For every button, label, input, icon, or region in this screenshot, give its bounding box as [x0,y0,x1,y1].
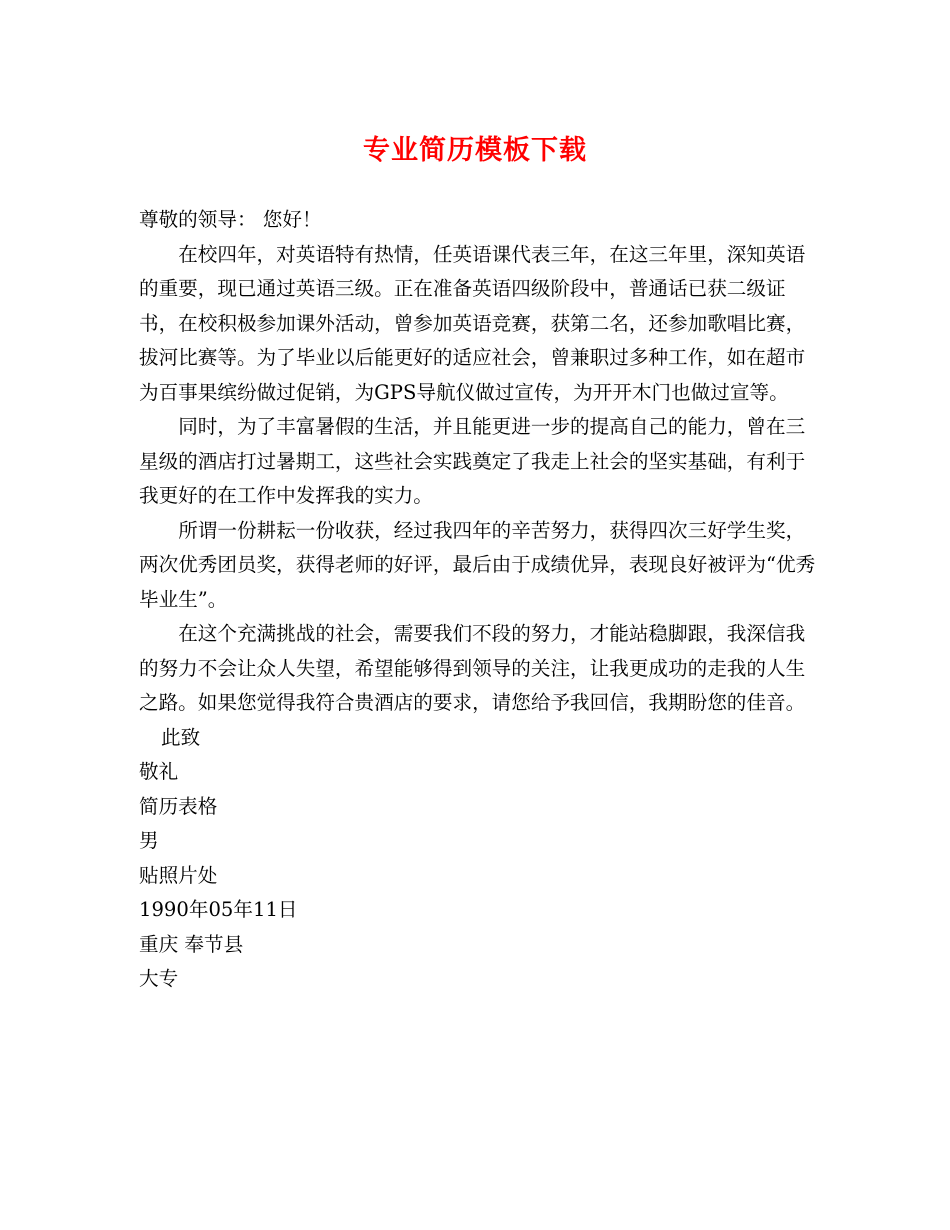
form-line-location: 重庆 奉节县 [139,932,244,956]
letter-body [139,203,819,997]
form-line-education: 大专 [139,967,179,990]
form-line-resume-table: 简历表格 [139,794,218,818]
closing-line-2: 敬礼 [139,760,179,783]
closing-line-1: 此致 [161,725,201,749]
form-line-photo: 贴照片处 [139,863,218,887]
paragraph-3: 所谓一份耕耘一份收获，经过我四年的辛苦努力，获得四次三好学生奖，两次优秀团员奖，获得老师的好评，最后由于成绩优异，表现良好被评为“优秀毕业生”。 [139,518,816,611]
greeting-line: 尊敬的领导： 您好！ [139,208,322,231]
paragraph-1: 在校四年，对英语特有热情，任英语课代表三年，在这三年里，深知英语的重要，现已通过英语三级。正在准备英语四级阶段中，普通话已获二级证书，在校积极参加课外活动，曾参加英语竞赛，获第二名，还参加歌唱比赛，拔河比赛等。为了毕业以后能更好的适应社会，曾兼职过多种工作，如在超市为百事果缤纷做过促销，为GPS导航仪做过宣传，为开开木门也做过宣等。 [139,242,806,404]
form-line-gender: 男 [139,829,159,852]
document-title: 专业简历模板下载 [363,135,587,166]
form-line-birthdate: 1990年05年11日 [139,898,298,921]
paragraph-4: 在这个充满挑战的社会，需要我们不段的努力，才能站稳脚跟，我深信我的努力不会让众人失望，希望能够得到领导的关注，让我更成功的走我的人生之路。如果您觉得我符合贵酒店的要求，请您给予我回信，我期盼您的佳音。 [139,622,806,714]
paragraph-2: 同时，为了丰富暑假的生活，并且能更进一步的提高自己的能力，曾在三星级的酒店打过暑期工，这些社会实践奠定了我走上社会的坚实基础，有利于我更好的在工作中发挥我的实力。 [139,415,806,507]
